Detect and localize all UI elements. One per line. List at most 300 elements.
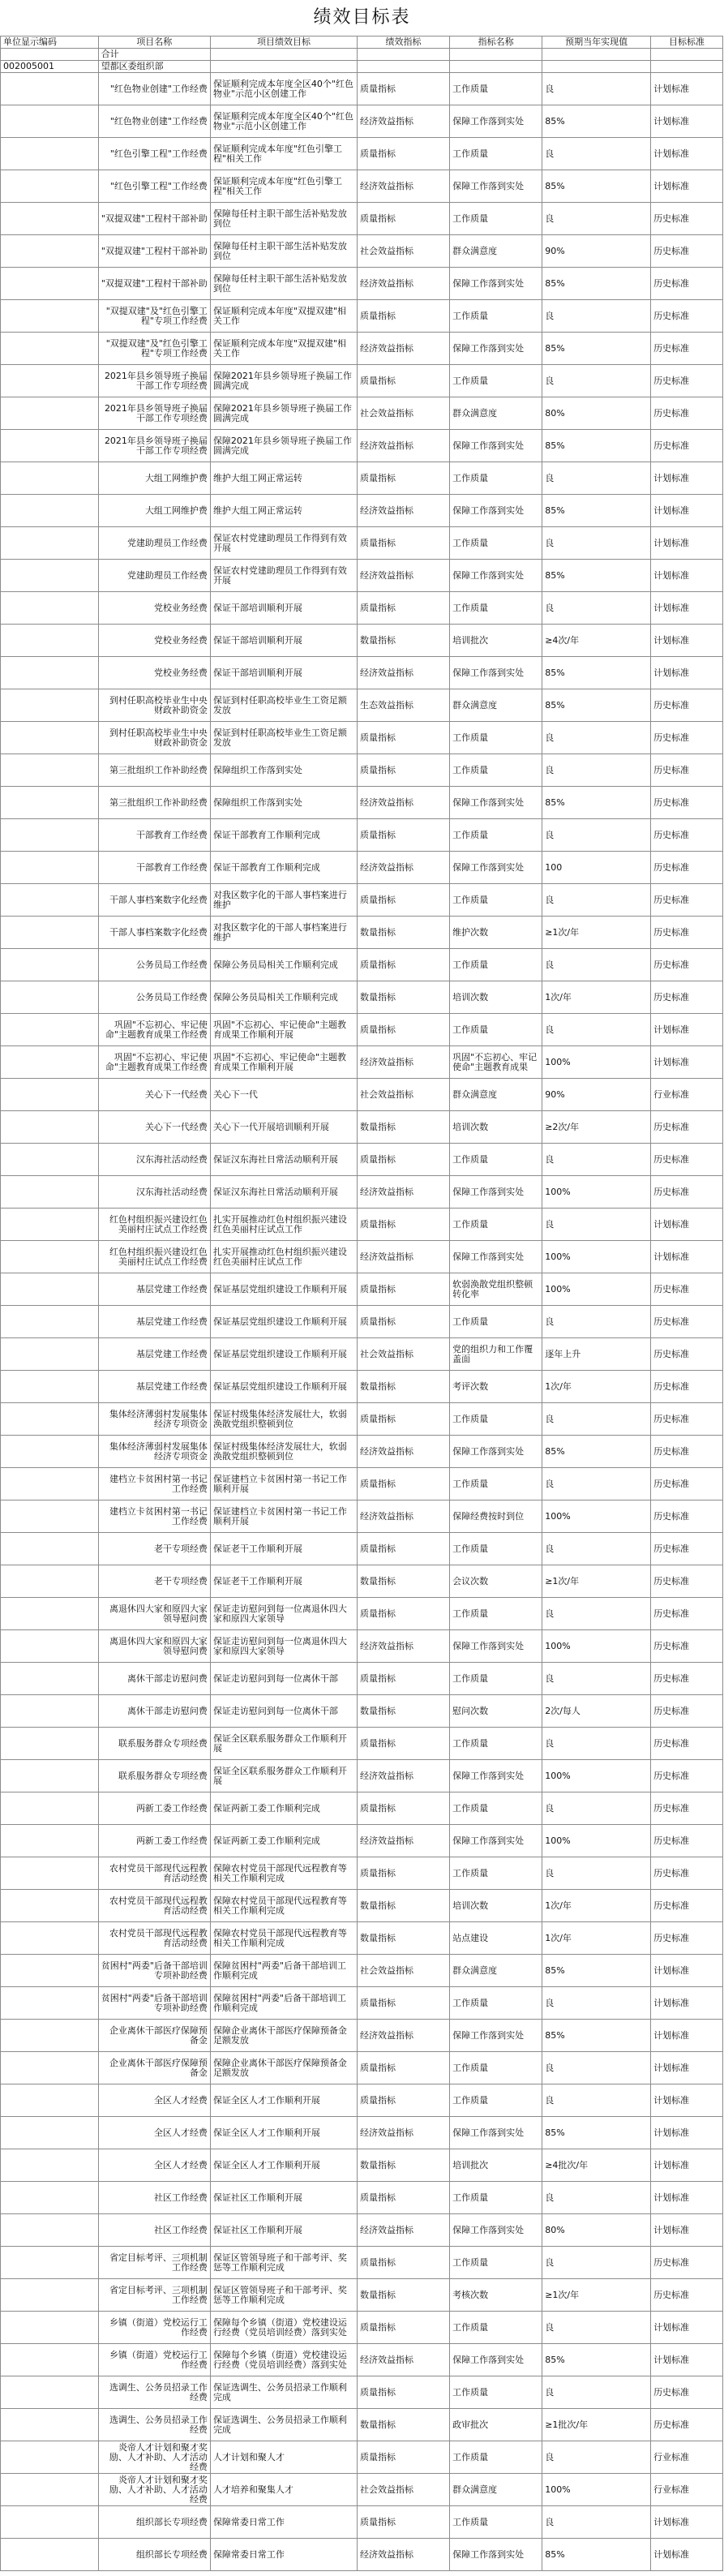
indicator-name: 考核次数 [450,2279,542,2312]
target-standard: 历史标准 [651,1111,723,1144]
expected-value: 100% [542,2474,651,2506]
header-row [1,36,723,49]
table-row [1,1079,723,1111]
project-goal: 扎实开展推动红色村组织振兴建设红色美丽村庄试点工作 [210,1241,357,1273]
expected-value: ≥1次/年 [542,2279,651,2312]
code-cell [1,268,99,300]
target-standard: 计划标准 [651,1955,723,1987]
project-name: 省定目标考评、三项机制工作经费 [98,2247,210,2279]
table-row [1,2539,723,2571]
indicator-name: 保障工作落到实处 [450,333,542,365]
indicator: 质量指标 [357,2312,449,2344]
project-goal: 保证顺利完成本年度全区40个"红色物业"示范小区创建工作 [210,73,357,105]
indicator-name: 培训次数 [450,1111,542,1144]
project-name: 干部人事档案数字化经费 [98,917,210,949]
target-standard: 历史标准 [651,1890,723,1922]
table-row [1,2312,723,2344]
project-goal: 人才培养和聚集人才 [210,2474,357,2506]
project-goal: 保证建档立卡贫困村第一书记工作顺利开展 [210,1501,357,1533]
project-goal: 扎实开展推动红色村组织振兴建设红色美丽村庄试点工作 [210,1209,357,1241]
expected-value: 良 [542,1533,651,1565]
expected-value: 85% [542,430,651,462]
target-standard: 历史标准 [651,1306,723,1338]
indicator: 质量指标 [357,300,449,333]
expected-value: 100% [542,1046,651,1079]
project-goal: 保障每任村主职干部生活补贴发放到位 [210,203,357,235]
table-row [1,1760,723,1792]
table-row [1,560,723,592]
project-goal: 保证农村党建助理员工作得到有效开展 [210,560,357,592]
project-name: 全区人才经费 [98,2084,210,2117]
project-goal: 保障2021年县乡领导班子换届工作圆满完成 [210,365,357,397]
target-standard: 历史标准 [651,1792,723,1825]
project-name: 离退休四大家和原四大家领导慰问费 [98,1598,210,1630]
indicator-name: 群众满意度 [450,1955,542,1987]
table-row [1,1176,723,1209]
expected-value: 100% [542,1825,651,1857]
indicator-name: 培训批次 [450,625,542,657]
project-goal: 保证顺利完成本年度"双提双建"相关工作 [210,333,357,365]
target-standard: 计划标准 [651,2117,723,2149]
table-row [1,1695,723,1728]
project-name: 联系服务群众专项经费 [98,1728,210,1760]
project-name: 干部人事档案数字化经费 [98,884,210,917]
target-standard: 历史标准 [651,1273,723,1306]
table-row [1,1014,723,1046]
indicator-name: 保障工作落到实处 [450,2117,542,2149]
indicator-name: 工作质量 [450,884,542,917]
project-goal: 保证顺利完成本年度"红色引擎工程"相关工作 [210,138,357,170]
code-cell [1,1403,99,1436]
indicator-name: 工作质量 [450,1598,542,1630]
project-goal: 保证基层党组织建设工作顺利开展 [210,1273,357,1306]
expected-value: 良 [542,884,651,917]
indicator-name: 保障工作落到实处 [450,2539,542,2571]
code-cell [1,2441,99,2474]
target-standard: 历史标准 [651,754,723,787]
code-cell [1,2344,99,2376]
expected-value: 良 [542,2506,651,2539]
indicator: 数量指标 [357,1922,449,1955]
indicator-name: 工作质量 [450,73,542,105]
target-standard: 历史标准 [651,1598,723,1630]
project-name: 基层党建工作经费 [98,1338,210,1371]
code-cell [1,300,99,333]
code-cell [1,2409,99,2441]
indicator-name: 会议次数 [450,1565,542,1598]
project-goal: 保证区管领导班子和干部考评、奖惩等工作顺利完成 [210,2247,357,2279]
project-goal: 保证汉东海社日常活动顺利开展 [210,1144,357,1176]
project-goal: 保障组织工作落到实处 [210,754,357,787]
project-goal: 保证两新工委工作顺利完成 [210,1792,357,1825]
target-standard: 计划标准 [651,2182,723,2214]
project-goal: 保证选调生、公务员招录工作顺利完成 [210,2376,357,2409]
table-row [1,1144,723,1176]
indicator: 质量指标 [357,1533,449,1565]
table-row [1,203,723,235]
table-row [1,2344,723,2376]
indicator-name: 工作质量 [450,2052,542,2084]
expected-value: 良 [542,138,651,170]
project-name: 大组工网维护费 [98,495,210,527]
expected-value: 85% [542,1955,651,1987]
project-name: 巩固"不忘初心、牢记使命"主题教育成果工作经费 [98,1014,210,1046]
project-name: 社区工作经费 [98,2214,210,2247]
code-cell [1,1273,99,1306]
project-goal: 保障2021年县乡领导班子换届工作圆满完成 [210,430,357,462]
table-row [1,2214,723,2247]
indicator: 质量指标 [357,203,449,235]
project-name: 党校业务经费 [98,592,210,625]
project-name: 两新工委工作经费 [98,1792,210,1825]
expected-value: 良 [542,754,651,787]
project-name: 干部教育工作经费 [98,819,210,852]
indicator: 经济效益指标 [357,105,449,138]
table-row [1,1533,723,1565]
expected-value: 85% [542,689,651,722]
indicator: 数量指标 [357,1565,449,1598]
project-name: 基层党建工作经费 [98,1371,210,1403]
project-name: 红色村组织振兴建设红色美丽村庄试点工作经费 [98,1241,210,1273]
indicator-name: 工作质量 [450,2376,542,2409]
indicator-name: 保障工作落到实处 [450,787,542,819]
expected-value: 100% [542,1501,651,1533]
indicator: 质量指标 [357,527,449,560]
project-name: "双提双建"及"红色引擎工程"专项工作经费 [98,300,210,333]
indicator: 质量指标 [357,722,449,754]
code-cell [1,2376,99,2409]
expected-value: 良 [542,1598,651,1630]
project-goal: 巩固"不忘初心、牢记使命"主题教育成果工作顺利开展 [210,1014,357,1046]
unit-row [1,61,723,73]
indicator-name: 工作质量 [450,722,542,754]
project-name: 农村党员干部现代远程教育活动经费 [98,1857,210,1890]
project-goal: 对我区数字化的干部人事档案进行维护 [210,884,357,917]
indicator: 质量指标 [357,1598,449,1630]
expected-value: 2次/每人 [542,1695,651,1728]
indicator: 质量指标 [357,1663,449,1695]
indicator: 质量指标 [357,2182,449,2214]
indicator: 质量指标 [357,2441,449,2474]
project-goal: 保障常委日常工作 [210,2539,357,2571]
project-name: 巩固"不忘初心、牢记使命"主题教育成果工作经费 [98,1046,210,1079]
target-standard: 计划标准 [651,105,723,138]
indicator: 经济效益指标 [357,1176,449,1209]
indicator: 经济效益指标 [357,1501,449,1533]
indicator: 质量指标 [357,73,449,105]
target-standard: 历史标准 [651,852,723,884]
indicator: 数量指标 [357,2279,449,2312]
code-cell [1,2084,99,2117]
project-name: 大组工网维护费 [98,462,210,495]
table-row [1,1728,723,1760]
expected-value: 良 [542,203,651,235]
target-standard: 历史标准 [651,787,723,819]
target-standard: 历史标准 [651,1371,723,1403]
table-row [1,884,723,917]
indicator-name: 工作质量 [450,1306,542,1338]
indicator: 质量指标 [357,1792,449,1825]
target-standard: 计划标准 [651,2344,723,2376]
total-row [1,49,723,61]
project-name: 集体经济薄弱村发展集体经济专项资金 [98,1403,210,1436]
project-goal: 保证走访慰问到每一位离休干部 [210,1663,357,1695]
indicator: 数量指标 [357,2149,449,2182]
indicator: 质量指标 [357,2084,449,2117]
table-row [1,1241,723,1273]
project-goal: 保证走访慰问到每一位离休干部 [210,1695,357,1728]
table-row [1,754,723,787]
indicator: 经济效益指标 [357,170,449,203]
project-goal: 保证全区人才工作顺利开展 [210,2084,357,2117]
indicator: 数量指标 [357,1890,449,1922]
expected-value: 良 [542,365,651,397]
project-name: 关心下一代经费 [98,1079,210,1111]
project-goal: 保障公务员局相关工作顺利完成 [210,981,357,1014]
code-cell [1,560,99,592]
indicator-name: 保障工作落到实处 [450,430,542,462]
project-goal: 保证老干工作顺利开展 [210,1533,357,1565]
expected-value: 1次/年 [542,1890,651,1922]
indicator: 经济效益指标 [357,1436,449,1468]
indicator-name: 群众满意度 [450,1079,542,1111]
indicator-name: 群众满意度 [450,689,542,722]
target-standard: 历史标准 [651,268,723,300]
code-cell [1,1955,99,1987]
project-name: 农村党员干部现代远程教育活动经费 [98,1922,210,1955]
expected-value: 85% [542,268,651,300]
project-goal: 保障每个乡镇（街道）党校建设运行经费（党员培训经费）落到实处 [210,2312,357,2344]
project-goal: 保证全区人才工作顺利开展 [210,2117,357,2149]
project-goal: 保障农村党员干部现代远程教育等相关工作顺利完成 [210,1857,357,1890]
code-cell [1,625,99,657]
expected-value: 良 [542,1144,651,1176]
project-goal: 巩固"不忘初心、牢记使命"主题教育成果工作顺利开展 [210,1046,357,1079]
target-standard: 历史标准 [651,1403,723,1436]
indicator: 经济效益指标 [357,333,449,365]
expected-value: ≥1次/年 [542,1565,651,1598]
target-standard: 历史标准 [651,1728,723,1760]
code-cell [1,1825,99,1857]
project-goal: 保证区管领导班子和干部考评、奖惩等工作顺利完成 [210,2279,357,2312]
target-standard: 行业标准 [651,2474,723,2506]
indicator: 经济效益指标 [357,2020,449,2052]
table-row [1,1955,723,1987]
code-cell [1,2149,99,2182]
table-row [1,1630,723,1663]
expected-value: 良 [542,1663,651,1695]
code-cell [1,1468,99,1501]
project-name: "红色引擎工程"工作经费 [98,138,210,170]
project-name: 选调生、公务员招录工作经费 [98,2409,210,2441]
expected-value: 100% [542,1630,651,1663]
code-cell [1,1371,99,1403]
indicator-name: 保障工作落到实处 [450,105,542,138]
table-row [1,1046,723,1079]
target-standard: 历史标准 [651,1857,723,1890]
table-row [1,2279,723,2312]
expected-value: 良 [542,2312,651,2344]
indicator: 经济效益指标 [357,495,449,527]
indicator-name: 工作质量 [450,365,542,397]
indicator-name: 保障工作落到实处 [450,170,542,203]
expected-value: 良 [542,819,651,852]
table-row [1,2149,723,2182]
expected-value: 85% [542,2539,651,2571]
code-cell [1,2117,99,2149]
table-row [1,2020,723,2052]
indicator: 数量指标 [357,2409,449,2441]
project-goal: 保障组织工作落到实处 [210,787,357,819]
table-row [1,397,723,430]
code-cell [1,1111,99,1144]
table-row [1,1598,723,1630]
indicator-name: 工作质量 [450,1014,542,1046]
table-row [1,300,723,333]
table-row [1,365,723,397]
code-cell [1,1533,99,1565]
indicator-name: 工作质量 [450,300,542,333]
code-cell [1,1176,99,1209]
expected-value: 85% [542,495,651,527]
table-row [1,1663,723,1695]
table-row [1,430,723,462]
indicator-name: 工作质量 [450,203,542,235]
code-cell [1,1695,99,1728]
expected-value: 85% [542,105,651,138]
project-name: 2021年县乡领导班子换届干部工作专项经费 [98,430,210,462]
expected-value: 85% [542,2020,651,2052]
code-cell [1,527,99,560]
indicator: 经济效益指标 [357,1760,449,1792]
project-goal: 保障公务员局相关工作顺利完成 [210,949,357,981]
code-cell [1,1630,99,1663]
code-cell [1,592,99,625]
indicator-name: 培训次数 [450,981,542,1014]
target-standard: 计划标准 [651,2312,723,2344]
target-standard: 计划标准 [651,657,723,689]
indicator-name: 保障工作落到实处 [450,852,542,884]
project-name: 集体经济薄弱村发展集体经济专项资金 [98,1436,210,1468]
project-name: 离退休四大家和原四大家领导慰问费 [98,1630,210,1663]
code-cell [1,105,99,138]
indicator: 生态效益指标 [357,689,449,722]
indicator: 经济效益指标 [357,1825,449,1857]
indicator: 质量指标 [357,462,449,495]
indicator: 质量指标 [357,1306,449,1338]
code-cell [1,689,99,722]
expected-value: 良 [542,1987,651,2020]
project-name: 到村任职高校毕业生中央财政补助资金 [98,689,210,722]
expected-value: 逐年上升 [542,1338,651,1371]
indicator-name: 保障经费按时到位 [450,1501,542,1533]
project-name: 基层党建工作经费 [98,1273,210,1306]
target-standard: 历史标准 [651,1663,723,1695]
project-name: 建档立卡贫困村第一书记工作经费 [98,1501,210,1533]
indicator-name: 工作质量 [450,2441,542,2474]
project-name: 老干专项经费 [98,1533,210,1565]
indicator: 经济效益指标 [357,2214,449,2247]
code-cell [1,73,99,105]
table-row [1,1825,723,1857]
expected-value: 100% [542,1273,651,1306]
project-goal: 维护大组工网正常运转 [210,462,357,495]
project-goal: 关心下一代 [210,1079,357,1111]
code-cell [1,1209,99,1241]
project-name: "双提双建"工程村干部补助 [98,235,210,268]
code-cell [1,203,99,235]
header-project-name: 项目名称 [98,36,210,49]
table-row [1,138,723,170]
code-cell [1,1987,99,2020]
target-standard: 行业标准 [651,1079,723,1111]
expected-value: ≥1次/年 [542,917,651,949]
project-goal: 保障企业离休干部医疗保障预备金足额发放 [210,2020,357,2052]
header-unit-code: 单位显示编码 [1,36,99,49]
expected-value: 良 [542,1857,651,1890]
header-expected-value: 预期当年实现值 [542,36,651,49]
project-name: 组织部长专项经费 [98,2539,210,2571]
project-name: 选调生、公务员招录工作经费 [98,2376,210,2409]
table-row [1,1111,723,1144]
project-goal: 保证社区工作顺利开展 [210,2182,357,2214]
target-standard: 历史标准 [651,689,723,722]
page-title: 绩效目标表 [313,7,411,28]
expected-value: 85% [542,1436,651,1468]
indicator-name: 工作质量 [450,592,542,625]
table-row [1,722,723,754]
code-cell [1,2506,99,2539]
target-standard: 历史标准 [651,1922,723,1955]
table-row [1,1857,723,1890]
project-name: 红色村组织振兴建设红色美丽村庄试点工作经费 [98,1209,210,1241]
project-goal: 维护大组工网正常运转 [210,495,357,527]
table-row [1,592,723,625]
code-cell [1,462,99,495]
indicator-name: 工作质量 [450,1857,542,1890]
project-name: 基层党建工作经费 [98,1306,210,1338]
expected-value: 1次/年 [542,981,651,1014]
code-cell [1,722,99,754]
code-cell [1,949,99,981]
unit-code: 002005001 [1,61,99,73]
indicator: 质量指标 [357,592,449,625]
table-row [1,625,723,657]
code-cell [1,2247,99,2279]
indicator: 质量指标 [357,1273,449,1306]
project-goal: 保障常委日常工作 [210,2506,357,2539]
table-row [1,917,723,949]
expected-value: 良 [542,1014,651,1046]
project-goal: 保证基层党组织建设工作顺利开展 [210,1306,357,1338]
target-standard: 历史标准 [651,430,723,462]
table-row [1,852,723,884]
header-indicator-name: 指标名称 [450,36,542,49]
indicator-name: 工作质量 [450,2312,542,2344]
indicator-name: 工作质量 [450,1987,542,2020]
table-row [1,1792,723,1825]
code-cell [1,2474,99,2506]
project-name: 关心下一代经费 [98,1111,210,1144]
indicator-name: 保障工作落到实处 [450,657,542,689]
indicator-name: 工作质量 [450,949,542,981]
target-standard: 历史标准 [651,2376,723,2409]
target-standard: 计划标准 [651,1046,723,1079]
indicator-name: 保障工作落到实处 [450,1241,542,1273]
project-goal: 保障企业离休干部医疗保障预备金足额发放 [210,2052,357,2084]
table-row [1,1371,723,1403]
expected-value: 100% [542,1241,651,1273]
